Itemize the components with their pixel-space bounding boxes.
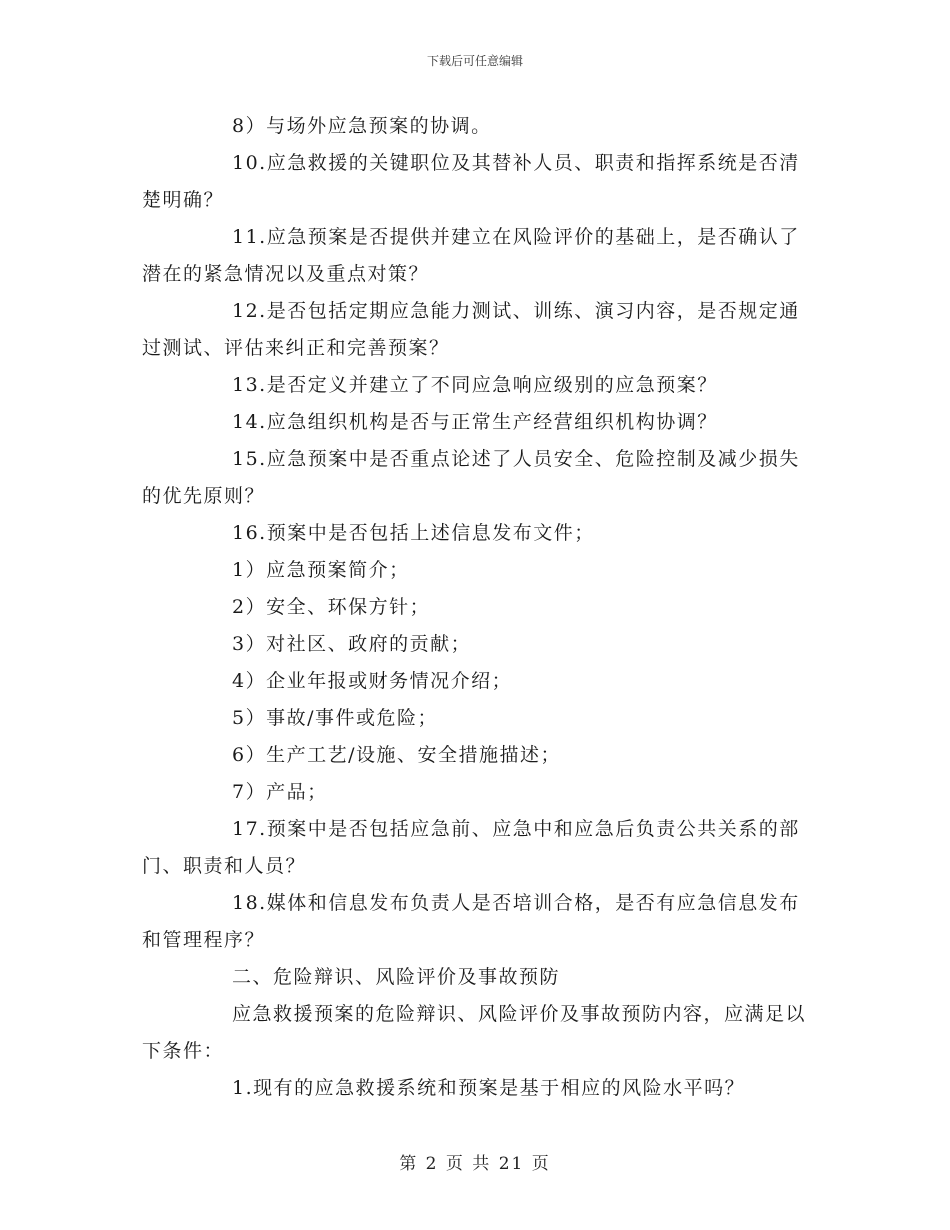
list-item: 1）应急预案简介； [232,559,410,581]
paragraph: 13.是否定义并建立了不同应急响应级别的应急预案？ [232,374,718,396]
paragraph: 15.应急预案中是否重点论述了人员安全、危险控制及减少损失的优先原则？ [142,448,800,507]
paragraph: 11.应急预案是否提供并建立在风险评价的基础上，是否确认了潜在的紧急情况以及重点对策？ [142,226,800,285]
paragraph: 12.是否包括定期应急能力测试、训练、演习内容，是否规定通过测试、评估来纠正和完善预案？ [142,300,800,359]
section-heading: 二、危险辩识、风险评价及事故预防 [232,966,561,988]
list-item: 5）事故/事件或危险； [232,707,438,729]
page-header: 下载后可任意编辑 [426,54,523,68]
list-item: 4）企业年报或财务情况介绍； [232,670,513,692]
list-item: 2）安全、环保方针； [232,596,431,618]
list-item: 6）生产工艺/设施、安全措施描述； [232,744,561,766]
list-item: 3）对社区、政府的贡献； [232,633,472,655]
paragraph: 8）与场外应急预案的协调。 [232,115,492,137]
paragraph: 18.媒体和信息发布负责人是否培训合格，是否有应急信息发布和管理程序？ [142,892,800,951]
page-footer: 第 2 页 共 21 页 [399,1154,551,1174]
paragraph: 10.应急救援的关键职位及其替补人员、职责和指挥系统是否清楚明确？ [142,152,800,211]
paragraph: 16.预案中是否包括上述信息发布文件； [232,522,595,544]
list-item: 7）产品； [232,781,328,803]
paragraph: 17.预案中是否包括应急前、应急中和应急后负责公共关系的部门、职责和人员？ [142,818,800,877]
document-body [142,108,812,1107]
paragraph: 14.应急组织机构是否与正常生产经营组织机构协调？ [232,411,718,433]
paragraph: 应急救援预案的危险辩识、风险评价及事故预防内容，应满足以下条件： [142,1003,807,1062]
paragraph: 1.现有的应急救援系统和预案是基于相应的风险水平吗？ [232,1077,746,1099]
